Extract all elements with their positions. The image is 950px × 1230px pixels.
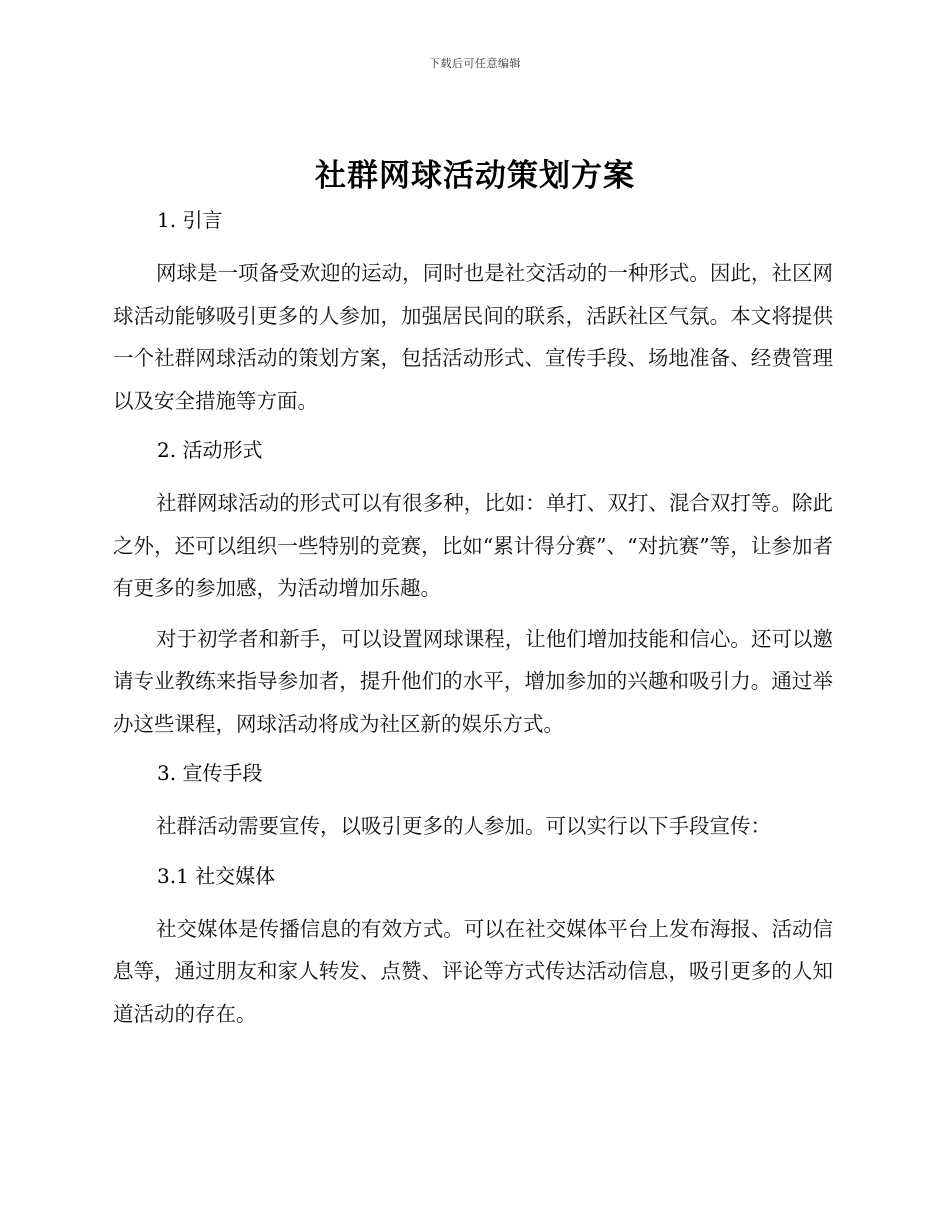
document-title: 社群网球活动策划方案	[315, 158, 635, 194]
section-heading: 1. 引言	[157, 208, 223, 232]
paragraph: 网球是一项备受欢迎的运动，同时也是社交活动的一种形式。因此，社区网球活动能够吸引更多的人参加，加强居民间的联系，活跃社区气氛。本文将提供一个社群网球活动的策划方案，包括活动形式、宣传手段、场地准备、经费管理以及安全措施等方面。	[113, 261, 833, 413]
section-introduction	[113, 200, 833, 430]
section-social-media	[113, 856, 833, 1036]
section-heading: 3.1 社交媒体	[157, 863, 276, 888]
paragraph: 社群网球活动的形式可以有很多种，比如：单打、双打、混合双打等。除此之外，还可以组织一些特别的竞赛，比如“累计得分赛”、“对抗赛”等，让参加者有更多的参加感，为活动增加乐趣。	[113, 491, 833, 600]
section-promotion	[113, 753, 833, 856]
paragraph: 社交媒体是传播信息的有效方式。可以在社交媒体平台上发布海报、活动信息等，通过朋友和家人转发、点赞、评论等方式传达活动信息，吸引更多的人知道活动的存在。	[113, 916, 833, 1026]
section-activity-format	[113, 430, 833, 753]
paragraph: 社群活动需要宣传，以吸引更多的人参加。可以实行以下手段宣传：	[156, 814, 771, 838]
section-heading: 3. 宣传手段	[157, 761, 263, 785]
section-heading: 2. 活动形式	[157, 438, 263, 462]
paragraph: 对于初学者和新手，可以设置网球课程，让他们增加技能和信心。还可以邀请专业教练来指导参加者，提升他们的水平，增加参加的兴趣和吸引力。通过举办这些课程，网球活动将成为社区新的娱乐方式。	[113, 626, 833, 736]
document-body	[113, 200, 833, 1035]
header-note: 下载后可任意编辑	[429, 57, 521, 70]
